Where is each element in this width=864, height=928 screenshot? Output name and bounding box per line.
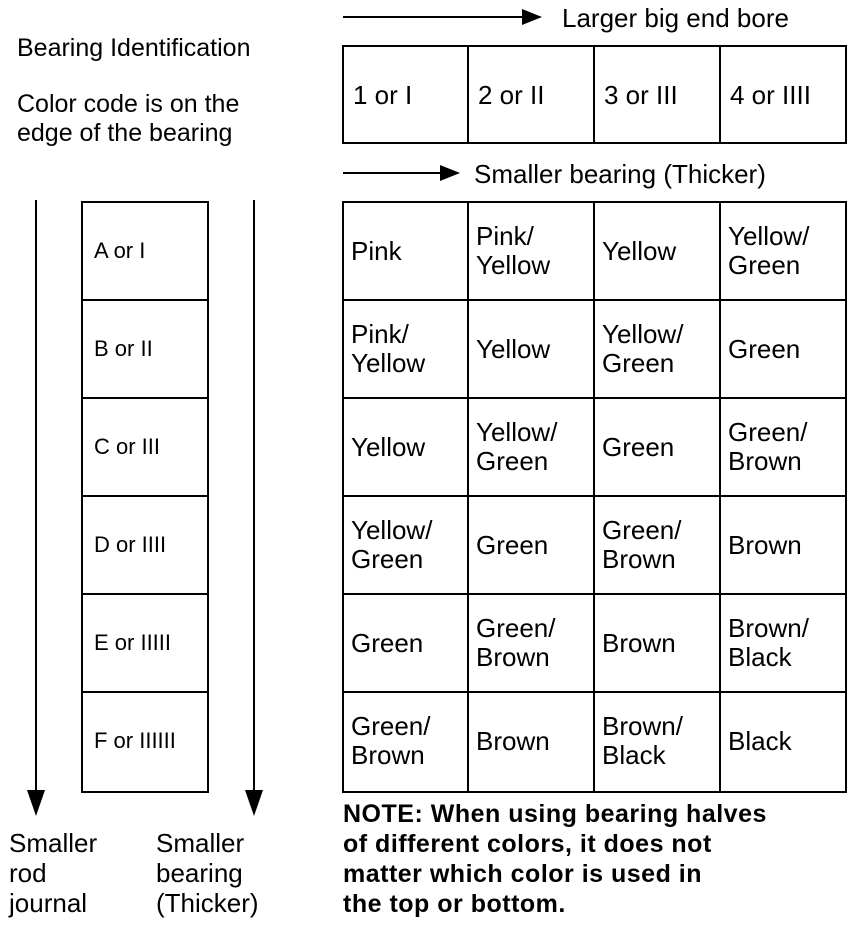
- color-cell: Brown/ Black: [602, 711, 683, 770]
- color-cell: Green/ Brown: [602, 515, 682, 574]
- mid-arrow-label: Smaller bearing (Thicker): [474, 159, 766, 189]
- color-cell: Brown: [476, 725, 550, 756]
- row-label: F or IIIIII: [94, 728, 176, 753]
- color-cell: Yellow/ Green: [728, 221, 810, 280]
- color-cell: Yellow/ Green: [476, 417, 558, 476]
- color-cell: Black: [728, 725, 792, 756]
- subtitle: Color code is on the edge of the bearing: [17, 90, 240, 147]
- color-cell: Green/ Brown: [476, 613, 556, 672]
- color-cell: Yellow: [476, 333, 551, 364]
- color-cell: Pink/ Yellow: [351, 319, 426, 378]
- row-label: B or II: [94, 336, 153, 361]
- color-cell: Green: [602, 431, 675, 462]
- column-header: 1 or I: [353, 79, 413, 110]
- color-cell: Brown: [602, 627, 676, 658]
- color-cell: Green: [476, 529, 549, 560]
- column-header: 3 or III: [604, 79, 678, 110]
- row-label: E or IIIII: [94, 630, 172, 655]
- color-cell: Yellow: [351, 431, 426, 462]
- color-cell: Green/ Brown: [351, 711, 431, 770]
- right-arrow-label: Smaller bearing (Thicker): [156, 828, 259, 918]
- row-label: C or III: [94, 434, 161, 459]
- color-cell: Pink/ Yellow: [476, 221, 551, 280]
- color-cell: Brown: [728, 529, 802, 560]
- color-cell: Green: [351, 627, 424, 658]
- page-title: Bearing Identification: [17, 34, 251, 62]
- left-arrow-label: Smaller rod journal: [9, 828, 98, 918]
- color-cell: Green: [728, 333, 801, 364]
- color-cell: Brown/ Black: [728, 613, 809, 672]
- column-header: 2 or II: [478, 79, 545, 110]
- row-label: A or I: [94, 238, 146, 263]
- column-header: 4 or IIII: [730, 79, 811, 110]
- color-cell: Yellow: [602, 235, 677, 266]
- top-arrow-label: Larger big end bore: [562, 3, 789, 33]
- row-label: D or IIII: [94, 532, 167, 557]
- note-text: NOTE: When using bearing halves of different colors, it does not matter which color is used in the top or bottom.: [343, 800, 767, 918]
- color-cell: Yellow/ Green: [602, 319, 684, 378]
- color-cell: Yellow/ Green: [351, 515, 433, 574]
- color-cell: Green/ Brown: [728, 417, 808, 476]
- color-cell: Pink: [351, 235, 402, 266]
